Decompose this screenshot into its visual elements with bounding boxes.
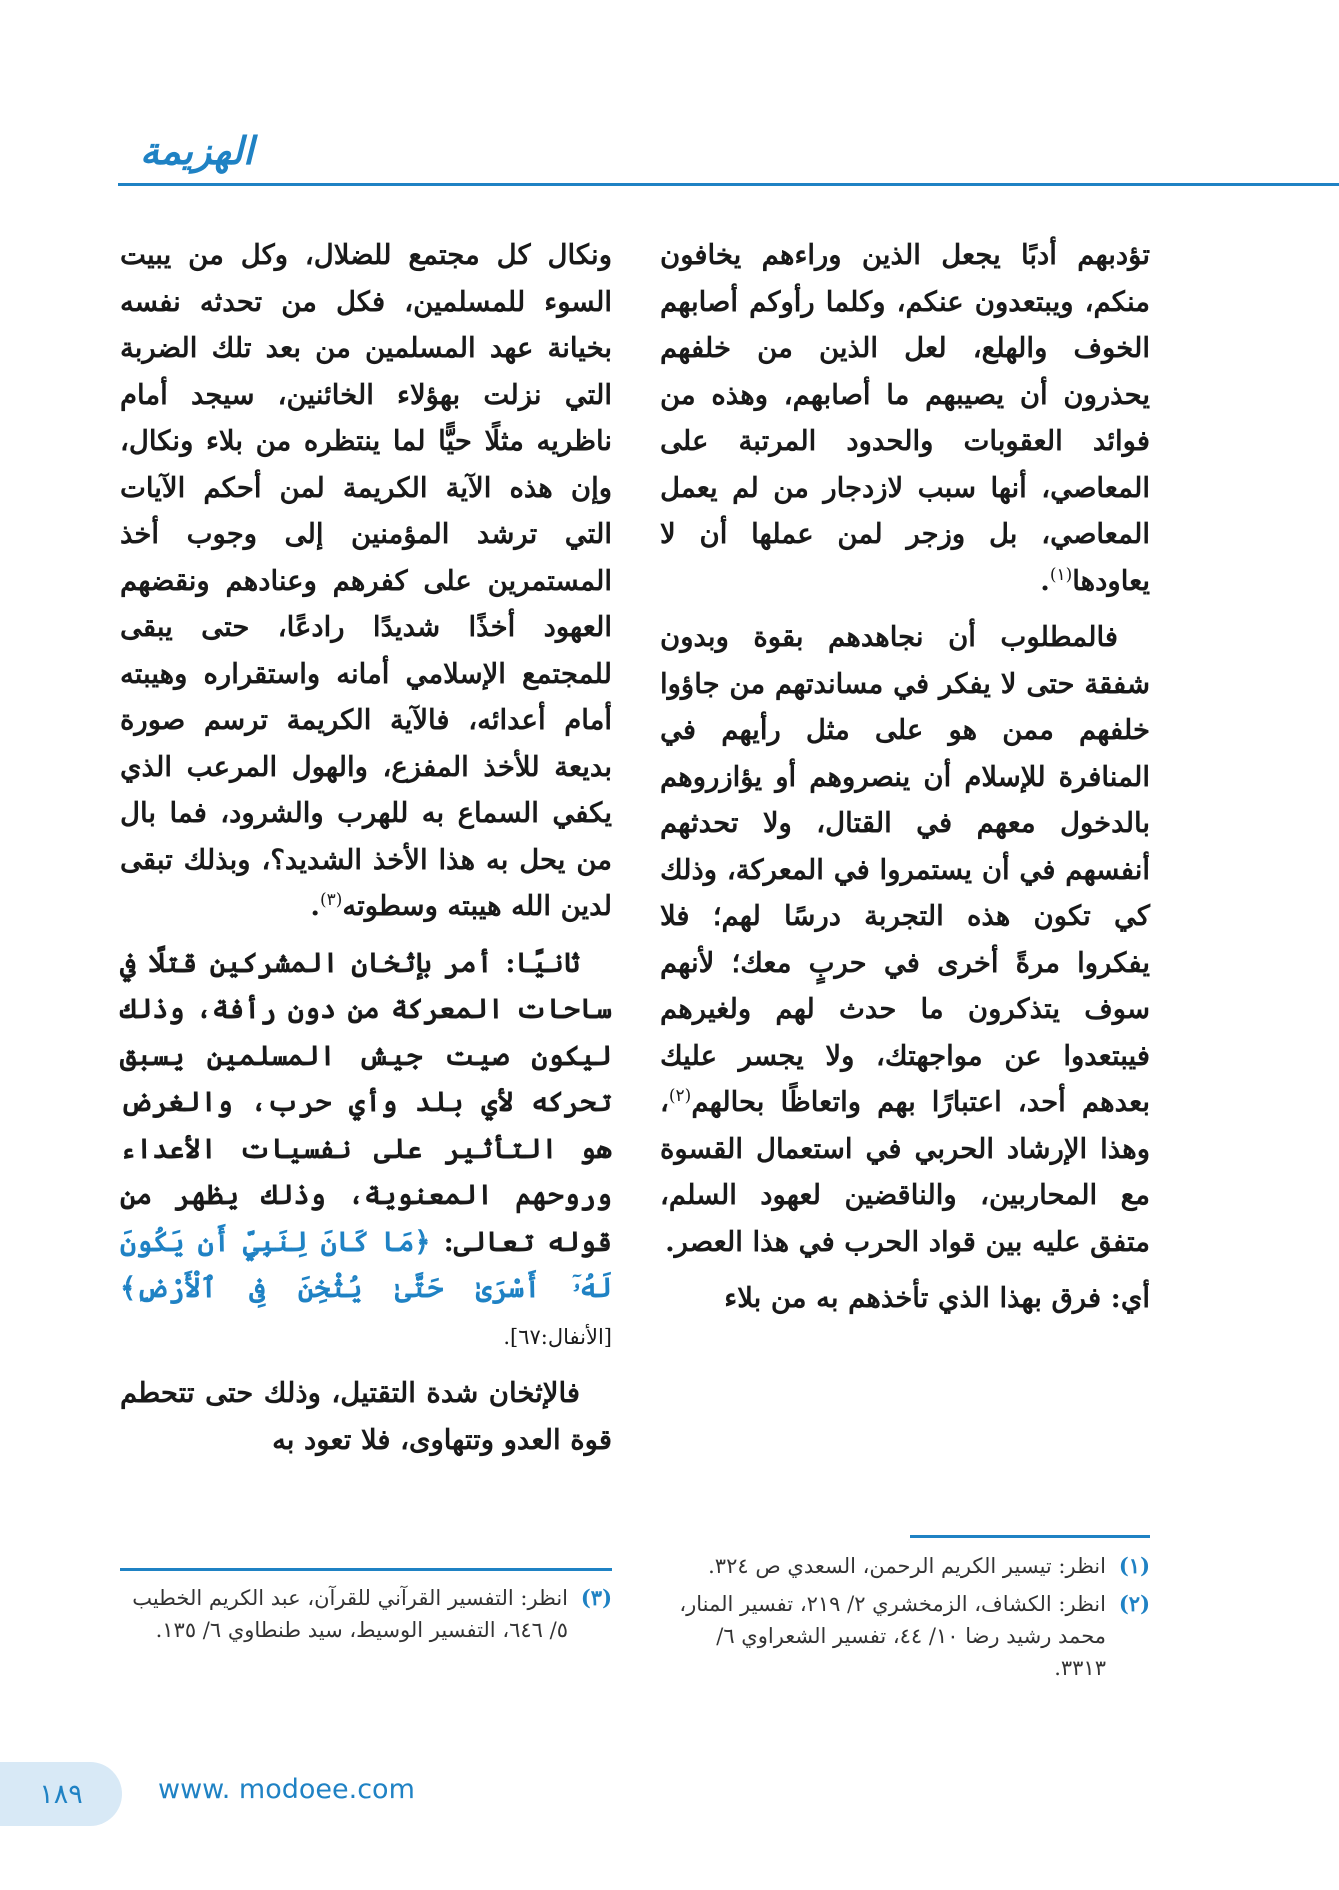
paragraph-text: ، وهذا الإرشاد الحربي في استعمال القسوة مع المحاربين، والناقضين لعهود السلم، متفق عليه بين قواد الحرب في هذا العصر. <box>660 1086 1150 1258</box>
website-link[interactable]: www. modoee.com <box>158 1774 415 1805</box>
footnote-text: انظر: الكشاف، الزمخشري ٢/ ٢١٩، تفسير المنار، محمد رشيد رضا ١٠/ ٤٤، تفسير الشعراوي ٦/ ٣٣١٣. <box>679 1592 1106 1680</box>
footnote <box>660 1550 1150 1582</box>
page-number: ١٨٩ <box>0 1762 122 1826</box>
paragraph: فالإثخان شدة التقتيل، وذلك حتى تتحطم قوة العدو وتتهاوى، فلا تعود به <box>120 1377 612 1456</box>
paragraph-text: ونكال كل مجتمع للضلال، وكل من يبيت السوء للمسلمين، فكل من تحدثه نفسه بخيانة عهد المسلمين من بعد تلك الضربة التي نزلت بهؤلاء الخائنين، سيجد أمام ناظريه مثلًا حيًّا لما ينتظره من بلاء ونكال، وإن هذه الآية الكريمة لمن أحكم الآيات التي ترشد المؤمنين إلى وجوب أخذ المستمرين على كفرهم وعنادهم ونقضهم العهود أخذًا شديدًا رادعًا، حتى يبقى للمجتمع الإسلامي أمانه واستقراره وهيبته أمام أعدائه، فالآية الكريمة ترسم صورة بديعة للأخذ المفزع، والهول المرعب الذي يكفي السماع به للهرب والشرود، فما بال من يحل به هذا الأخذ الشديد؟، وبذلك تبقى لدين الله هيبته وسطوته <box>120 239 612 922</box>
paragraph <box>120 940 612 1361</box>
paragraph-text: ثانيًا: أمر بإثخان المشركين قتلًا في ساحات المعركة من دون رأفة، وذلك ليكون صيت جيش المسلمين يسبق تحركه لأي بلد وأي حرب، والغرض هو التأثير على نفسيات الأعداء وروحهم المعنوية، وذلك يظهر من قوله تعالى: <box>120 946 612 1258</box>
footnote-number: (٢) <box>1118 1591 1150 1616</box>
paragraph-text: فالمطلوب أن نجاهدهم بقوة وبدون شفقة حتى لا يفكر في مساندتهم من جاؤوا خلفهم ممن هو على مثل رأيهم في المنافرة للإسلام أن ينصروهم أو يؤازروهم بالدخول معهم في القتال، ولا تحدثهم أنفسهم في أن يستمروا في المعركة، وذلك كي تكون هذه التجربة درسًا لهم؛ فلا يفكروا مرةً أخرى في حربٍ معك؛ لأنهم سوف يتذكرون ما حدث لهم ولغيرهم فيبتعدوا عن مواجهتك، ولا يجسر عليك بعدهم أحد، اعتبارًا بهم واتعاظًا بحالهم <box>660 621 1150 1118</box>
footnote-text: انظر: تيسير الكريم الرحمن، السعدي ص ٣٢٤. <box>708 1554 1106 1578</box>
footnote-text: انظر: التفسير القرآني للقرآن، عبد الكريم الخطيب ٥/ ٦٤٦، التفسير الوسيط، سيد طنطاوي ٦/ ١٣٥. <box>132 1586 568 1642</box>
right-text-column <box>660 232 1150 1332</box>
paragraph <box>660 614 1150 1265</box>
footnote-ref-1[interactable]: (١) <box>1049 564 1073 585</box>
footnote-number: (١) <box>1118 1553 1150 1578</box>
footnotes-right <box>660 1550 1150 1690</box>
footnote-divider <box>120 1568 612 1571</box>
footnote-ref-2[interactable]: (٢) <box>668 1085 692 1106</box>
paragraph: أي: فرق بهذا الذي تأخذهم به من بلاء <box>724 1282 1150 1314</box>
header-divider <box>118 183 1339 186</box>
footnote-ref-3[interactable]: (٣) <box>319 889 343 910</box>
paragraph <box>120 232 612 930</box>
paragraph <box>660 232 1150 604</box>
quran-verse: ﴿مَا كَانَ لِنَبِيٍّ أَن يَكُونَ لَهُۥٓ أَسْرَىٰ حَتَّىٰ يُثْخِنَ فِى ٱلْأَرْضِ﴾ <box>120 1225 612 1304</box>
left-text-column <box>120 232 612 1473</box>
paragraph-end: . <box>310 890 320 922</box>
footnotes-left <box>120 1582 612 1652</box>
paragraph-end: . <box>1040 564 1050 597</box>
running-header-title: الهزيمة <box>140 128 254 173</box>
verse-reference: [الأنفال:٦٧]. <box>503 1324 612 1349</box>
footnote <box>120 1582 612 1646</box>
paragraph-text: تؤدبهم أدبًا يجعل الذين وراءهم يخافون منكم، ويبتعدون عنكم، وكلما رأوكم أصابهم الخوف والهلع، لعل الذين من خلفهم يحذرون أن يصيبهم ما أصابهم، وهذه من فوائد العقوبات والحدود المرتبة على المعاصي، أنها سبب لازدجار من لم يعمل المعاصي، بل وزجر لمن عملها أن لا يعاودها <box>660 239 1150 597</box>
footnote-divider <box>910 1535 1150 1538</box>
footnote <box>660 1588 1150 1684</box>
footnote-number: (٣) <box>580 1585 612 1610</box>
